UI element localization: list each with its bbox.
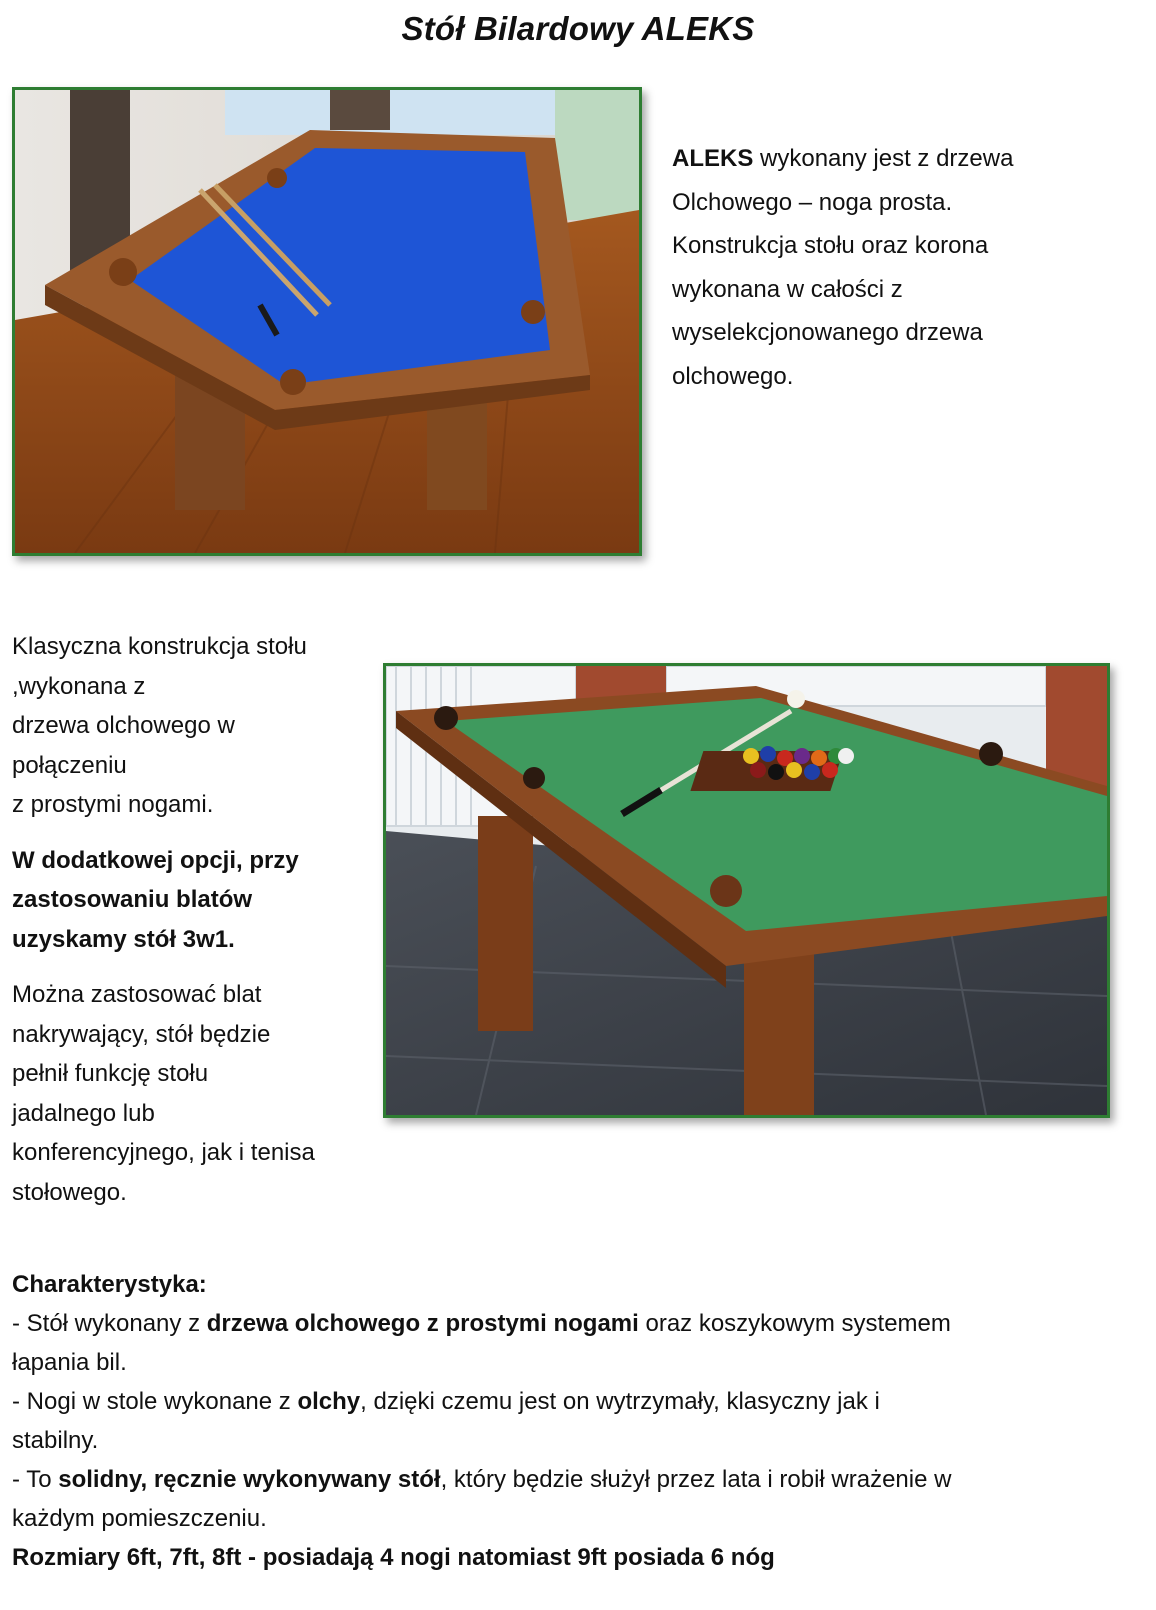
photo-green-table bbox=[383, 663, 1110, 1118]
specifications bbox=[12, 1265, 1142, 1577]
intro-line-4: wykonana w całości z bbox=[672, 275, 903, 303]
intro-description bbox=[672, 137, 1132, 398]
sizes-line: Rozmiary 6ft, 7ft, 8ft - posiadają 4 nogi natomiast 9ft posiada 6 nóg bbox=[12, 1544, 775, 1571]
intro-line-6: olchowego. bbox=[672, 362, 794, 390]
classic-paragraph-3: Można zastosować blat nakrywający, stół będzie pełnił funkcję stołu jadalnego lub konferencyjnego, jak i tenisa stołowego. bbox=[12, 981, 315, 1206]
spec-item-2: - Nogi w stole wykonane z olchy, dzięki czemu jest on wytrzymały, klasyczny jak i bbox=[12, 1388, 880, 1415]
classic-paragraph-2: W dodatkowej opcji, przy zastosowaniu blatów uzyskamy stół 3w1. bbox=[12, 846, 299, 953]
classic-paragraph-1: Klasyczna konstrukcja stołu ,wykonana z drzewa olchowego w połączeniu z prostymi nogami. bbox=[12, 633, 307, 818]
intro-line-1: ALEKS wykonany jest z drzewa bbox=[672, 145, 1014, 172]
blue-table-illustration bbox=[15, 90, 639, 553]
page-title: Stół Bilardowy ALEKS bbox=[401, 10, 755, 47]
specs-heading: Charakterystyka: bbox=[12, 1271, 207, 1298]
green-table-illustration bbox=[386, 666, 1107, 1115]
intro-line-2: Olchowego – noga prosta. bbox=[672, 188, 953, 216]
intro-line-3: Konstrukcja stołu oraz korona bbox=[672, 232, 989, 259]
spec-item-2-cont: stabilny. bbox=[12, 1427, 99, 1454]
product-name: ALEKS bbox=[672, 145, 754, 172]
spec-item-1: - Stół wykonany z drzewa olchowego z prostymi nogami oraz koszykowym systemem bbox=[12, 1310, 951, 1337]
spec-item-1-cont: łapania bil. bbox=[12, 1349, 127, 1376]
intro-line-5: wyselekcjonowanego drzewa bbox=[672, 319, 983, 346]
photo-blue-table bbox=[12, 87, 642, 556]
spec-item-3: - To solidny, ręcznie wykonywany stół, który będzie służył przez lata i robił wrażenie w bbox=[12, 1466, 952, 1493]
classic-description bbox=[12, 627, 372, 1228]
spec-item-3-cont: każdym pomieszczeniu. bbox=[12, 1505, 267, 1532]
